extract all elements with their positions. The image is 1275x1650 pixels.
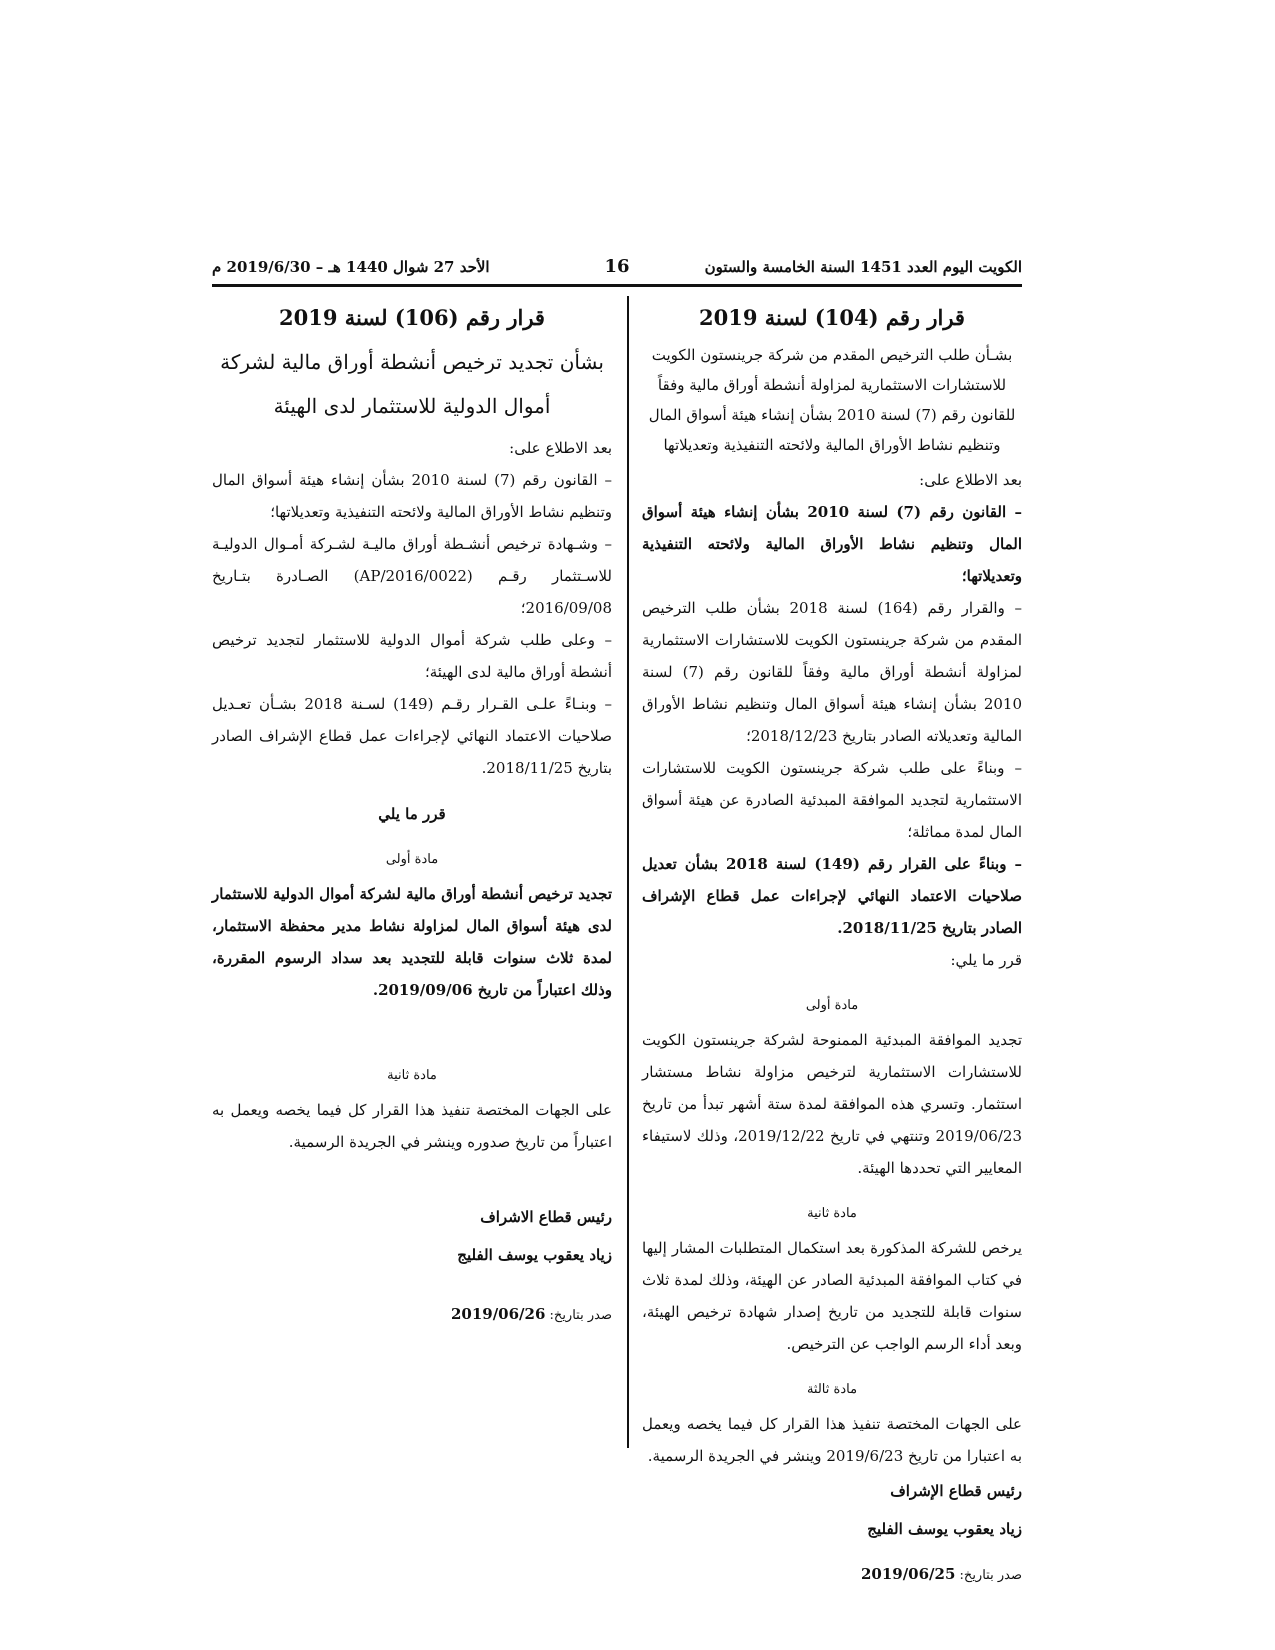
decision-106-recital-1: – القانون رقم (7) لسنة 2010 بشأن إنشاء هيئة أسواق المال وتنظيم نشاط الأوراق المالية ولائحته التنفيذية وتعديلاتها؛ [212,471,612,521]
decision-106-column [212,300,612,1332]
header-publication-info: الكويت اليوم العدد 1451 السنة الخامسة والستون [704,258,1022,276]
decision-106-signatory-title: رئيس قطاع الاشراف [480,1208,612,1226]
column-divider [627,296,629,1448]
decision-104-preamble: بعد الاطلاع على: [919,471,1022,489]
decision-104-signatory-title: رئيس قطاع الإشراف [890,1482,1022,1500]
decision-104-issued-date: 2019/06/25 [860,1565,956,1583]
decision-106-article-1-heading: مادة أولى [385,852,439,867]
decision-106-resolved: قرر ما يلي [378,805,446,823]
decision-106-recital-3: – وعلى طلب شركة أموال الدولية للاستثمار لتجديد ترخيص أنشطة أوراق مالية لدى الهيئة؛ [212,631,612,681]
decision-106-subject: بشأن تجديد ترخيص أنشطة أوراق مالية لشركة أموال الدولية للاستثمار لدى الهيئة [220,350,604,418]
decision-106-signatory-name: زياد يعقوب يوسف الفليج [457,1246,612,1264]
decision-106-recital-2: – وشـهادة ترخيص أنشـطة أوراق ماليـة لشـركة أمـوال الدوليـة للاسـتثمار رقـم (AP/2016/0022) الصـادرة بتـاريخ 2016/09/08؛ [212,535,612,617]
decision-104-article-3-text: على الجهات المختصة تنفيذ هذا القرار كل فيما يخصه ويعمل به اعتبارا من تاريخ 2019/6/23 وينشر في الجريدة الرسمية. [642,1415,1022,1465]
decision-104-recital-4: – وبناءً على القرار رقم (149) لسنة 2018 بشأن تعديل صلاحيات الاعتماد النهائي لإجراءات عمل قطاع الإشراف الصادر بتاريخ 2018/11/25. [642,855,1023,937]
decision-104-article-1-text: تجديد الموافقة المبدئية الممنوحة لشركة جرينستون الكويت للاستشارات الاستثمارية لترخيص مزاولة نشاط مستشار استثمار. وتسري هذه الموافقة لمدة ستة أشهر تبدأ من تاريخ 2019/06/23 وتنتهي في تاريخ 2019/12/22، وذلك لاستيفاء المعايير التي تحددها الهيئة. [642,1031,1022,1177]
decision-104-article-2-text: يرخص للشركة المذكورة بعد استكمال المتطلبات المشار إليها في كتاب الموافقة المبدئية الصادر عن الهيئة، وذلك لمدة ثلاث سنوات قابلة للتجديد من تاريخ إصدار شهادة ترخيص الهيئة، وبعد أداء الرسم الواجب عن الترخيص. [642,1239,1022,1353]
header-rule [212,284,1022,287]
decision-106-issued-label: صدر بتاريخ: [549,1308,612,1323]
decision-106-article-2-heading: مادة ثانية [387,1068,437,1083]
decision-104-article-1-heading: مادة أولى [805,998,859,1013]
decision-104-issue-date [642,1558,1022,1592]
decision-104-recital-2: – والقرار رقم (164) لسنة 2018 بشأن طلب الترخيص المقدم من شركة جرينستون الكويت للاستشارات الاستثمارية لمزاولة أنشطة أوراق مالية وفقاً للقانون رقم (7) لسنة 2010 بشأن إنشاء هيئة أسواق المال وتنظيم نشاط الأوراق المالية وتعديلاته الصادر بتاريخ 2018/12/23؛ [642,599,1023,745]
decision-104-subject: بشـأن طلب الترخيص المقدم من شركة جرينستون الكويت للاستشارات الاستثمارية لمزاولة أنشطة أوراق مالية وفقاً للقانون رقم (7) لسنة 2010 بشأن إنشاء هيئة أسواق المال وتنظيم نشاط الأوراق المالية ولائحته التنفيذية وتعديلاتها [648,346,1016,454]
decision-104-recital-1: – القانون رقم (7) لسنة 2010 بشأن إنشاء هيئة أسواق المال وتنظيم نشاط الأوراق المالية ولائحته التنفيذية وتعديلاتها؛ [642,503,1023,585]
decision-104-article-2-heading: مادة ثانية [807,1206,857,1221]
decision-106-issued-date: 2019/06/26 [450,1305,546,1323]
header-date: الأحد 27 شوال 1440 هـ – 2019/6/30 م [212,258,490,276]
decision-104-article-3-heading: مادة ثالثة [806,1382,858,1397]
decision-104-title: قرار رقم (104) لسنة 2019 [699,305,965,330]
decision-106-signature-spacer [212,1158,612,1198]
decision-106-title: قرار رقم (106) لسنة 2019 [279,305,545,330]
decision-106-recital-4: – وبنـاءً علـى القـرار رقـم (149) لسـنة 2018 بشـأن تعـديل صلاحيات الاعتماد النهائي لإجراءات عمل قطاع الإشراف الصادر بتاريخ 2018/11/25. [212,695,612,777]
decision-106-date-spacer [212,1274,612,1288]
decision-106-article-1-text: تجديد ترخيص أنشطة أوراق مالية لشركة أموال الدولية للاستثمار لدى هيئة أسواق المال لمزاولة نشاط مدير محفظة الاستثمار، لمدة ثلاث سنوات قابلة للتجديد بعد سداد الرسوم المقررة، وذلك اعتباراً من تاريخ 2019/09/06. [212,885,612,999]
running-header [212,258,1022,280]
decision-104-column [642,300,1022,1592]
decision-106-preamble: بعد الاطلاع على: [509,439,612,457]
page-number: 16 [604,256,630,277]
decision-104-resolved: قرر ما يلي: [950,951,1022,969]
decision-106-article-2-text: على الجهات المختصة تنفيذ هذا القرار كل فيما يخصه ويعمل به اعتباراً من تاريخ صدوره وينشر في الجريدة الرسمية. [212,1101,612,1151]
decision-106-issue-date [212,1298,612,1332]
decision-104-issued-label: صدر بتاريخ: [959,1568,1022,1583]
decision-106-spacer [212,1006,612,1046]
decision-104-recital-3: – وبناءً على طلب شركة جرينستون الكويت للاستشارات الاستثمارية لتجديد الموافقة المبدئية الصادرة عن هيئة أسواق المال لمدة مماثلة؛ [642,759,1022,841]
decision-104-signatory-name: زياد يعقوب يوسف الفليج [867,1520,1022,1538]
